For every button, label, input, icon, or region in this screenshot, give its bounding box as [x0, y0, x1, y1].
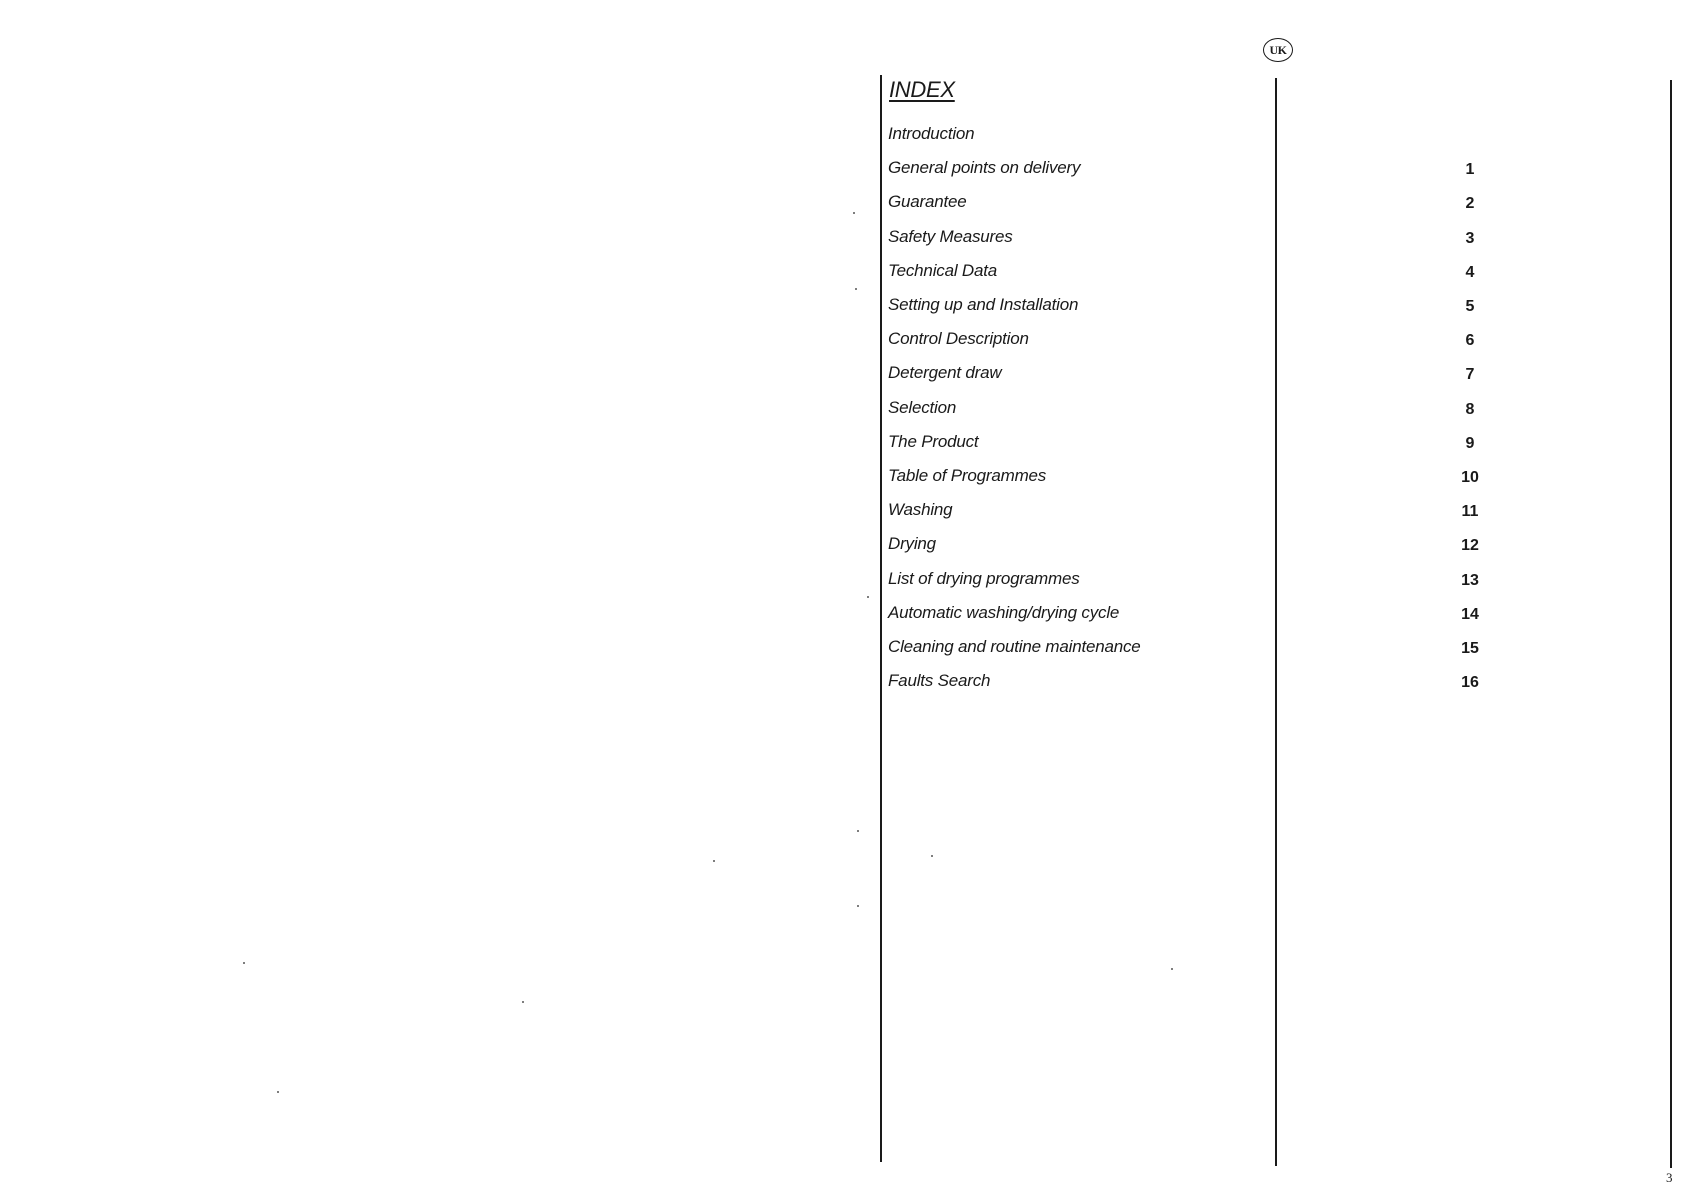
toc-entry: [0, 500, 1688, 530]
toc-entry-page: 15: [1461, 640, 1479, 657]
toc-entry-title: Introduction: [888, 124, 975, 143]
toc-entry-title: The Product: [888, 431, 979, 451]
toc-entry-page: 14: [1461, 605, 1479, 623]
toc-entry-page: 9: [1465, 434, 1475, 452]
toc-entry-title: Cleaning and routine maintenance: [888, 637, 1141, 656]
index-title: INDEX: [889, 77, 955, 102]
page-number: 3: [1666, 1170, 1673, 1185]
toc-entry-title: Washing: [888, 500, 953, 520]
toc-entry: [0, 569, 1688, 599]
toc-entry-page: 6: [1465, 332, 1475, 350]
toc-entry-title: Selection: [888, 397, 957, 417]
toc-entry: [0, 227, 1688, 257]
toc-entry: [0, 158, 1688, 188]
toc-entry-title: Table of Programmes: [888, 466, 1047, 485]
toc-entry-title: Technical Data: [888, 260, 998, 280]
toc-entry-page: 4: [1465, 263, 1475, 281]
scan-speck: [931, 855, 933, 857]
toc-entry-page: 13: [1461, 571, 1479, 589]
toc-entry-page: 11: [1461, 503, 1479, 521]
toc-entry-title: Detergent draw: [888, 363, 1002, 383]
scan-speck: [243, 962, 245, 964]
toc-entry-title: List of drying programmes: [888, 568, 1080, 588]
toc-entry: [0, 192, 1688, 222]
toc-entry: [0, 432, 1688, 462]
toc-entry-page: 12: [1461, 537, 1479, 555]
toc-entry-page: 10: [1461, 469, 1479, 486]
toc-entry-title: Safety Measures: [888, 226, 1013, 246]
toc-entry-title: General points on delivery: [888, 158, 1081, 178]
toc-entry-title: Faults Search: [888, 671, 991, 691]
toc-entry: [0, 295, 1688, 325]
scan-speck: [713, 860, 715, 862]
country-badge: UK: [1263, 38, 1293, 62]
scan-speck: [855, 288, 857, 290]
toc-entry-page: 2: [1465, 195, 1475, 213]
toc-entry-page: 5: [1465, 298, 1475, 315]
toc-entry: [0, 671, 1688, 701]
scan-speck: [867, 596, 869, 598]
scan-speck: [857, 905, 859, 907]
toc-entry-page: 1: [1465, 161, 1475, 179]
toc-entry: [0, 329, 1688, 359]
toc-entry: [0, 466, 1688, 496]
toc-entry-page: 8: [1465, 400, 1475, 418]
toc-entry-title: Setting up and Installation: [888, 295, 1079, 314]
toc-entry-title: Automatic washing/drying cycle: [888, 602, 1120, 622]
scan-speck: [853, 212, 855, 214]
scan-speck: [857, 830, 859, 832]
scan-speck: [277, 1091, 279, 1093]
toc-entry: [0, 363, 1688, 393]
toc-entry: [0, 124, 1688, 154]
toc-entry-page: 3: [1465, 229, 1475, 247]
toc-entry-page: 7: [1465, 366, 1475, 384]
toc-entry: [0, 534, 1688, 564]
toc-entry-page: 16: [1461, 674, 1479, 692]
scan-speck: [522, 1001, 524, 1003]
toc-entry: [0, 637, 1688, 667]
toc-entry-title: Drying: [888, 534, 936, 554]
scan-speck: [1171, 968, 1173, 970]
toc-entry: [0, 603, 1688, 633]
toc-entry: [0, 261, 1688, 291]
toc-entry-title: Guarantee: [888, 192, 967, 212]
toc-entry: [0, 398, 1688, 428]
toc-entry-title: Control Description: [888, 329, 1029, 349]
